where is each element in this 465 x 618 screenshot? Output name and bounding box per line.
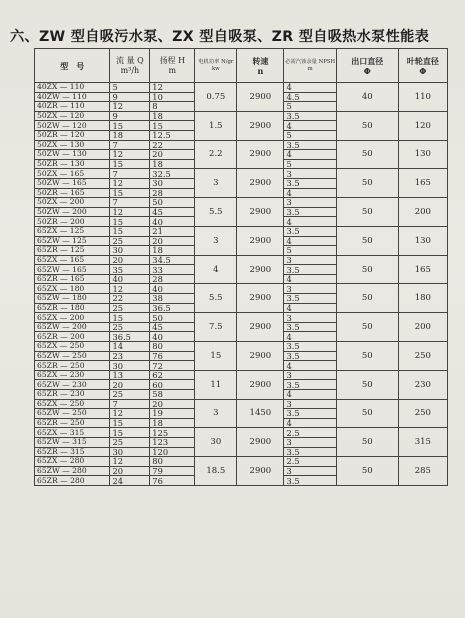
flow-cell: 12 (110, 284, 150, 294)
head-cell: 60 (150, 380, 195, 390)
impeller-cell: 250 (398, 399, 447, 428)
model-cell: 50ZR — 120 (35, 130, 110, 140)
model-cell: 65ZW — 230 (35, 380, 110, 390)
flow-cell: 15 (110, 188, 150, 198)
head-cell: 18 (150, 159, 195, 169)
header-flow-unit: m³/h (120, 65, 140, 75)
header-impeller-label: 叶轮直径 (406, 55, 439, 66)
model-cell: 65ZX — 180 (35, 284, 110, 294)
head-cell: 50 (150, 198, 195, 208)
npsh-cell: 3 (284, 255, 336, 265)
outlet-cell: 50 (336, 457, 398, 486)
outlet-cell: 50 (336, 370, 398, 399)
speed-cell: 2900 (237, 284, 284, 313)
model-cell: 65ZR — 125 (35, 246, 110, 256)
npsh-cell: 3 (284, 284, 336, 294)
model-cell: 65ZX — 200 (35, 313, 110, 323)
impeller-cell: 285 (398, 457, 447, 486)
npsh-cell: 3 (284, 437, 336, 447)
impeller-cell: 200 (398, 198, 447, 227)
flow-cell: 14 (110, 342, 150, 352)
npsh-cell: 3.5 (284, 140, 336, 150)
model-cell: 65ZR — 250 (35, 361, 110, 371)
model-cell: 40ZX — 110 (35, 83, 110, 93)
npsh-cell: 3.5 (284, 409, 336, 419)
head-cell: 10 (150, 92, 195, 102)
table-row (35, 342, 448, 352)
head-cell: 45 (150, 207, 195, 217)
npsh-cell: 4 (284, 83, 336, 93)
npsh-cell: 3.5 (284, 322, 336, 332)
model-cell: 65ZW — 180 (35, 294, 110, 304)
head-cell: 40 (150, 217, 195, 227)
model-cell: 65ZX — 250 (35, 399, 110, 409)
head-cell: 30 (150, 178, 195, 188)
flow-cell: 25 (110, 303, 150, 313)
model-cell: 65ZX — 230 (35, 370, 110, 380)
head-cell: 18 (150, 418, 195, 428)
header-outlet (336, 49, 398, 83)
flow-cell: 7 (110, 399, 150, 409)
flow-cell: 25 (110, 437, 150, 447)
speed-cell: 2900 (237, 255, 284, 284)
power-cell: 11 (195, 370, 237, 399)
table-row (35, 457, 448, 467)
flow-cell: 15 (110, 217, 150, 227)
head-cell: 62 (150, 370, 195, 380)
impeller-cell: 200 (398, 313, 447, 342)
outlet-cell: 50 (336, 169, 398, 198)
npsh-cell: 3 (284, 399, 336, 409)
npsh-cell: 4.5 (284, 92, 336, 102)
impeller-cell: 315 (398, 428, 447, 457)
header-model (35, 49, 110, 83)
speed-cell: 2900 (237, 370, 284, 399)
flow-cell: 7 (110, 169, 150, 179)
flow-cell: 9 (110, 92, 150, 102)
model-cell: 65ZR — 165 (35, 274, 110, 284)
head-cell: 40 (150, 332, 195, 342)
model-cell: 50ZX — 200 (35, 198, 110, 208)
impeller-cell: 110 (398, 83, 447, 112)
speed-cell: 2900 (237, 457, 284, 486)
power-cell: 7.5 (195, 313, 237, 342)
npsh-cell: 3 (284, 466, 336, 476)
model-cell: 65ZR — 315 (35, 447, 110, 457)
head-cell: 22 (150, 140, 195, 150)
npsh-cell: 5 (284, 130, 336, 140)
table-row (35, 140, 448, 150)
head-cell: 50 (150, 313, 195, 323)
head-cell: 79 (150, 466, 195, 476)
speed-cell: 2900 (237, 226, 284, 255)
speed-cell: 2900 (237, 198, 284, 227)
flow-cell: 20 (110, 466, 150, 476)
model-cell: 65ZX — 280 (35, 457, 110, 467)
flow-cell: 25 (110, 236, 150, 246)
pump-performance-table (34, 48, 448, 486)
model-cell: 50ZX — 120 (35, 111, 110, 121)
head-cell: 76 (150, 476, 195, 486)
table-row (35, 111, 448, 121)
flow-cell: 13 (110, 370, 150, 380)
power-cell: 3 (195, 226, 237, 255)
model-cell: 65ZW — 250 (35, 351, 110, 361)
outlet-cell: 50 (336, 255, 398, 284)
npsh-cell: 3.5 (284, 380, 336, 390)
impeller-cell: 250 (398, 342, 447, 371)
model-cell: 65ZR — 200 (35, 332, 110, 342)
flow-cell: 9 (110, 111, 150, 121)
head-cell: 33 (150, 265, 195, 275)
header-outlet-label: 出口直径 (351, 55, 384, 66)
outlet-cell: 50 (336, 226, 398, 255)
power-cell: 1.5 (195, 111, 237, 140)
model-cell: 65ZW — 125 (35, 236, 110, 246)
flow-cell: 15 (110, 418, 150, 428)
outlet-cell: 50 (336, 342, 398, 371)
header-power (195, 49, 237, 83)
table-row (35, 255, 448, 265)
flow-cell: 12 (110, 102, 150, 112)
flow-cell: 25 (110, 390, 150, 400)
npsh-cell: 3.5 (284, 447, 336, 457)
head-cell: 19 (150, 409, 195, 419)
header-speed-unit: n (257, 65, 264, 76)
npsh-cell: 3.5 (284, 294, 336, 304)
npsh-cell: 4 (284, 361, 336, 371)
flow-cell: 15 (110, 428, 150, 438)
outlet-cell: 50 (336, 198, 398, 227)
flow-cell: 18 (110, 130, 150, 140)
npsh-cell: 3.5 (284, 178, 336, 188)
flow-cell: 40 (110, 274, 150, 284)
speed-cell: 1450 (237, 399, 284, 428)
npsh-cell: 4 (284, 217, 336, 227)
impeller-cell: 165 (398, 169, 447, 198)
head-cell: 36.5 (150, 303, 195, 313)
head-cell: 120 (150, 447, 195, 457)
model-cell: 65ZX — 125 (35, 226, 110, 236)
power-cell: 3 (195, 399, 237, 428)
npsh-cell: 3.5 (284, 265, 336, 275)
npsh-cell: 4 (284, 121, 336, 131)
npsh-cell: 3 (284, 370, 336, 380)
model-cell: 40ZR — 110 (35, 102, 110, 112)
table-header (35, 49, 448, 83)
head-cell: 28 (150, 274, 195, 284)
model-cell: 65ZR — 280 (35, 476, 110, 486)
outlet-cell: 50 (336, 284, 398, 313)
header-head-unit: m (168, 65, 177, 75)
table-row (35, 226, 448, 236)
model-cell: 50ZW — 165 (35, 178, 110, 188)
flow-cell: 24 (110, 476, 150, 486)
head-cell: 125 (150, 428, 195, 438)
model-cell: 50ZW — 200 (35, 207, 110, 217)
npsh-cell: 3 (284, 313, 336, 323)
flow-cell: 30 (110, 447, 150, 457)
impeller-cell: 230 (398, 370, 447, 399)
outlet-cell: 50 (336, 428, 398, 457)
npsh-cell: 4 (284, 188, 336, 198)
model-cell: 50ZW — 130 (35, 150, 110, 160)
header-power-label: 电机功率 N/gr (198, 58, 234, 65)
npsh-cell: 2.5 (284, 457, 336, 467)
speed-cell: 2900 (237, 140, 284, 169)
header-head-label: 扬程 H (159, 55, 186, 65)
head-cell: 38 (150, 294, 195, 304)
npsh-cell: 3 (284, 198, 336, 208)
model-cell: 50ZR — 165 (35, 188, 110, 198)
impeller-cell: 130 (398, 226, 447, 255)
impeller-cell: 120 (398, 111, 447, 140)
table-row (35, 399, 448, 409)
table-row (35, 428, 448, 438)
power-cell: 5.5 (195, 284, 237, 313)
model-cell: 50ZW — 120 (35, 121, 110, 131)
model-cell: 50ZR — 200 (35, 217, 110, 227)
npsh-cell: 3.5 (284, 342, 336, 352)
head-cell: 32.5 (150, 169, 195, 179)
table-row (35, 370, 448, 380)
npsh-cell: 3.5 (284, 207, 336, 217)
power-cell: 5.5 (195, 198, 237, 227)
npsh-cell: 4 (284, 332, 336, 342)
impeller-cell: 180 (398, 284, 447, 313)
power-cell: 0.75 (195, 83, 237, 112)
power-cell: 15 (195, 342, 237, 371)
header-outlet-unit: Φ (363, 65, 371, 76)
speed-cell: 2900 (237, 342, 284, 371)
model-cell: 65ZW — 315 (35, 437, 110, 447)
impeller-cell: 165 (398, 255, 447, 284)
model-cell: 50ZX — 130 (35, 140, 110, 150)
header-impeller (398, 49, 447, 83)
head-cell: 123 (150, 437, 195, 447)
head-cell: 80 (150, 342, 195, 352)
head-cell: 28 (150, 188, 195, 198)
flow-cell: 15 (110, 121, 150, 131)
npsh-cell: 5 (284, 159, 336, 169)
outlet-cell: 40 (336, 83, 398, 112)
outlet-cell: 50 (336, 111, 398, 140)
model-cell: 65ZW — 250 (35, 409, 110, 419)
table-row (35, 198, 448, 208)
head-cell: 34.5 (150, 255, 195, 265)
table-row (35, 313, 448, 323)
speed-cell: 2900 (237, 83, 284, 112)
head-cell: 45 (150, 322, 195, 332)
flow-cell: 7 (110, 140, 150, 150)
head-cell: 18 (150, 111, 195, 121)
model-cell: 65ZW — 280 (35, 466, 110, 476)
model-cell: 65ZW — 165 (35, 265, 110, 275)
npsh-cell: 4 (284, 418, 336, 428)
head-cell: 20 (150, 399, 195, 409)
flow-cell: 20 (110, 255, 150, 265)
flow-cell: 35 (110, 265, 150, 275)
head-cell: 18 (150, 246, 195, 256)
flow-cell: 22 (110, 294, 150, 304)
outlet-cell: 50 (336, 140, 398, 169)
npsh-cell: 4 (284, 274, 336, 284)
flow-cell: 12 (110, 409, 150, 419)
header-head (150, 49, 195, 83)
header-npsh-unit: m (307, 65, 313, 72)
npsh-cell: 3.5 (284, 476, 336, 486)
flow-cell: 23 (110, 351, 150, 361)
head-cell: 76 (150, 351, 195, 361)
speed-cell: 2900 (237, 169, 284, 198)
header-flow (110, 49, 150, 83)
speed-cell: 2900 (237, 313, 284, 342)
table-row (35, 169, 448, 179)
npsh-cell: 4 (284, 303, 336, 313)
flow-cell: 12 (110, 178, 150, 188)
header-flow-label: 流 量 Q (116, 55, 144, 65)
flow-cell: 12 (110, 207, 150, 217)
flow-cell: 36.5 (110, 332, 150, 342)
power-cell: 30 (195, 428, 237, 457)
flow-cell: 12 (110, 457, 150, 467)
model-cell: 50ZX — 165 (35, 169, 110, 179)
power-cell: 18.5 (195, 457, 237, 486)
model-cell: 65ZR — 250 (35, 418, 110, 428)
npsh-cell: 3.5 (284, 111, 336, 121)
head-cell: 8 (150, 102, 195, 112)
flow-cell: 20 (110, 380, 150, 390)
npsh-cell: 4 (284, 236, 336, 246)
npsh-cell: 5 (284, 246, 336, 256)
flow-cell: 5 (110, 83, 150, 93)
flow-cell: 30 (110, 361, 150, 371)
npsh-cell: 2.5 (284, 428, 336, 438)
table-row (35, 83, 448, 93)
flow-cell: 15 (110, 313, 150, 323)
head-cell: 40 (150, 284, 195, 294)
head-cell: 72 (150, 361, 195, 371)
npsh-cell: 3.5 (284, 351, 336, 361)
npsh-cell: 3 (284, 169, 336, 179)
model-cell: 65ZR — 180 (35, 303, 110, 313)
model-cell: 65ZX — 250 (35, 342, 110, 352)
head-cell: 12.5 (150, 130, 195, 140)
flow-cell: 12 (110, 150, 150, 160)
head-cell: 15 (150, 121, 195, 131)
power-cell: 3 (195, 169, 237, 198)
header-power-unit: kw (211, 65, 220, 72)
head-cell: 20 (150, 150, 195, 160)
flow-cell: 7 (110, 198, 150, 208)
npsh-cell: 3.5 (284, 226, 336, 236)
npsh-cell: 4 (284, 150, 336, 160)
head-cell: 12 (150, 83, 195, 93)
outlet-cell: 50 (336, 399, 398, 428)
header-speed (237, 49, 284, 83)
speed-cell: 2900 (237, 111, 284, 140)
outlet-cell: 50 (336, 313, 398, 342)
impeller-cell: 130 (398, 140, 447, 169)
npsh-cell: 5 (284, 102, 336, 112)
table-body (35, 83, 448, 486)
model-cell: 40ZW — 110 (35, 92, 110, 102)
npsh-cell: 4 (284, 390, 336, 400)
header-npsh-label: 必需汽蚀余量 NPSH (285, 58, 336, 65)
flow-cell: 30 (110, 246, 150, 256)
power-cell: 4 (195, 255, 237, 284)
head-cell: 20 (150, 236, 195, 246)
head-cell: 21 (150, 226, 195, 236)
model-cell: 50ZR — 130 (35, 159, 110, 169)
head-cell: 58 (150, 390, 195, 400)
model-cell: 65ZX — 315 (35, 428, 110, 438)
head-cell: 80 (150, 457, 195, 467)
page-title: 六、ZW 型自吸污水泵、ZX 型自吸泵、ZR 型自吸热水泵性能表 (10, 29, 430, 45)
header-npsh (284, 49, 336, 83)
speed-cell: 2900 (237, 428, 284, 457)
model-cell: 65ZR — 230 (35, 390, 110, 400)
table-row (35, 284, 448, 294)
header-impeller-unit: Φ (419, 65, 427, 76)
header-model-label: 型 号 (60, 60, 85, 71)
header-speed-label: 转速 (252, 55, 269, 66)
model-cell: 65ZX — 165 (35, 255, 110, 265)
model-cell: 65ZW — 200 (35, 322, 110, 332)
power-cell: 2.2 (195, 140, 237, 169)
flow-cell: 25 (110, 322, 150, 332)
flow-cell: 15 (110, 159, 150, 169)
flow-cell: 15 (110, 226, 150, 236)
